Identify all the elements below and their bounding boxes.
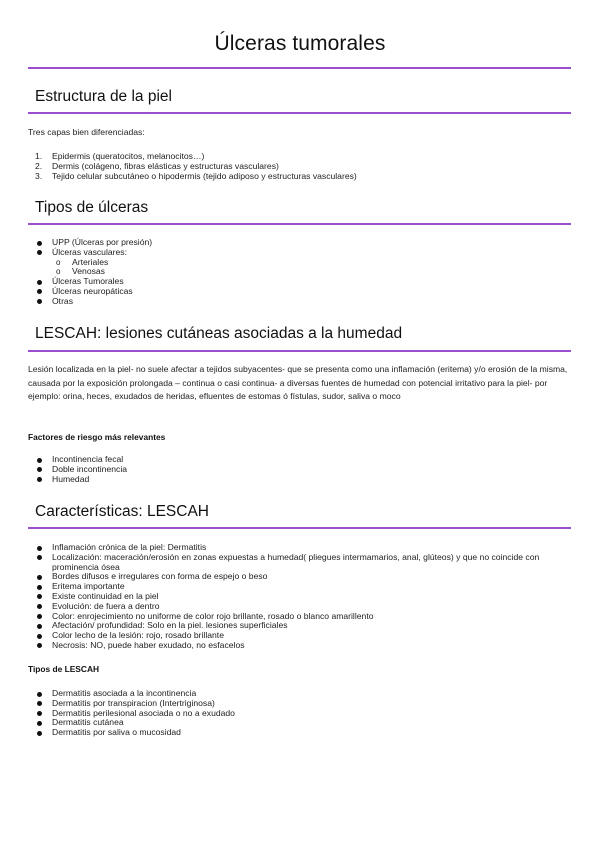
bullet-icon [37, 575, 42, 580]
bullet-icon [37, 555, 42, 560]
bullet-icon [37, 458, 42, 463]
bullet-icon [37, 692, 42, 697]
list-item-text: Humedad [52, 473, 90, 484]
list-item-text: Color: enrojecimiento no uniforme de color rojo brillante, rosado o blanco amarillento [52, 610, 374, 621]
title-rule [28, 67, 571, 69]
bullet-icon [37, 241, 42, 246]
list-item-text: Color lecho de la lesión: rojo, rosado brillante [52, 630, 224, 641]
list-number: 2. [35, 160, 43, 171]
bullet-icon [37, 585, 42, 590]
caracteristicas-list [36, 543, 566, 651]
lescah-paragraph: Lesión localizada en la piel- no suele afectar a tejidos subyacentes- que se presenta como una inflamación (eritema) y/o erosión de la misma, causada por la exposición prolongada – continua o casi continua- a diversas fuentes de humedad con potencial irritativo para la piel- por ejemplo: orina, heces, exudados de heridas, efluentes de estomas ó fístulas, sudor, saliva o moco [28, 364, 568, 402]
list-item [36, 728, 566, 738]
section-rule-lescah [28, 350, 571, 352]
bullet-icon [37, 643, 42, 648]
section-rule-estructura [28, 112, 571, 114]
list-item-text: Localización: maceración/erosión en zonas expuestas a humedad( pliegues intermamarios, anal, glúteos) y que no coincide con prominencia ósea [52, 551, 540, 572]
list-number: 3. [35, 170, 43, 181]
bullet-icon [37, 721, 42, 726]
list-item-text: Bordes difusos e irregulares con forma de espejo o beso [52, 571, 268, 582]
bullet-icon [37, 594, 42, 599]
bullet-icon [37, 614, 42, 619]
section-rule-caracteristicas [28, 527, 571, 529]
list-item-text: Dermatitis asociada a la incontinencia [52, 688, 197, 698]
hollow-bullet-icon: o [56, 257, 61, 267]
bullet-icon [37, 289, 42, 294]
list-item [36, 641, 566, 651]
bullet-icon [37, 477, 42, 482]
list-item-text: Úlceras vasculares: [52, 246, 127, 257]
section-heading-estructura: Estructura de la piel [35, 88, 172, 105]
section-heading-lescah: LESCAH: lesiones cutáneas asociadas a la humedad [35, 325, 403, 342]
bullet-icon [37, 299, 42, 304]
sublist-item [56, 258, 566, 268]
list-item-text: Eritema importante [52, 581, 125, 592]
bullet-icon [37, 546, 42, 551]
factores-list [36, 455, 566, 484]
section-heading-caracteristicas: Características: LESCAH [35, 503, 209, 520]
list-item-text: Úlceras neuropáticas [52, 285, 133, 296]
tipos-lescah-heading: Tipos de LESCAH [28, 664, 100, 674]
list-item-text: Necrosis: NO, puede haber exudado, no esfacelos [52, 639, 245, 650]
bullet-icon [37, 731, 42, 736]
estructura-intro: Tres capas bien diferenciadas: [28, 127, 145, 137]
list-item [36, 248, 566, 277]
list-item-text: Úlceras Tumorales [52, 276, 124, 287]
list-item-text: Doble incontinencia [52, 463, 128, 474]
page-title: Úlceras tumorales [214, 32, 386, 55]
section-rule-tipos [28, 223, 571, 225]
bullet-icon [37, 280, 42, 285]
sublist-item-text: Arteriales [72, 256, 109, 267]
list-item [36, 287, 566, 297]
list-item [36, 465, 566, 475]
sublist-item [56, 267, 566, 277]
sublist [52, 258, 566, 278]
list-item-text: Dermis (colágeno, fibras elásticas y estructuras vasculares) [52, 160, 279, 171]
bullet-icon [37, 604, 42, 609]
list-item [36, 297, 566, 307]
bullet-icon [37, 634, 42, 639]
list-item-text: Afectación/ profundidad: Solo en la piel. lesiones superficiales [52, 620, 288, 631]
list-item-text: Existe continuidad en la piel [52, 590, 159, 601]
bullet-icon [37, 250, 42, 255]
factores-heading: Factores de riesgo más relevantes [28, 432, 166, 442]
hollow-bullet-icon: o [56, 267, 61, 277]
sublist-item-text: Venosas [72, 266, 105, 277]
section-heading-tipos: Tipos de úlceras [35, 199, 149, 216]
bullet-icon [37, 467, 42, 472]
list-item-text: Epidermis (queratocitos, melanocitos…) [52, 151, 205, 161]
list-item-text: Incontinencia fecal [52, 454, 124, 464]
bullet-icon [37, 711, 42, 716]
bullet-icon [37, 701, 42, 706]
list-item [35, 172, 357, 182]
bullet-icon [37, 624, 42, 629]
estructura-list [35, 152, 357, 181]
list-item-text: Dermatitis por transpiracion (Intertriginosa) [52, 697, 215, 708]
list-item-text: Otras [52, 295, 74, 306]
list-item [36, 475, 566, 485]
list-number: 1. [35, 151, 43, 161]
list-item-text: Dermatitis cutánea [52, 717, 124, 728]
tipos-list [36, 238, 566, 307]
list-item-text: Inflamación crónica de la piel: Dermatitis [52, 542, 207, 552]
list-item-text: Tejido celular subcutáneo o hipodermis (tejido adiposo y estructuras vasculares) [52, 170, 357, 181]
list-item-text: UPP (Úlceras por presión) [52, 237, 153, 247]
list-item [36, 553, 566, 573]
list-item-text: Dermatitis perilesional asociada o no a exudado [52, 707, 235, 718]
tipos-lescah-list [36, 689, 566, 738]
list-item-text: Evolución: de fuera a dentro [52, 600, 160, 611]
list-item-text: Dermatitis por saliva o mucosidad [52, 727, 181, 738]
